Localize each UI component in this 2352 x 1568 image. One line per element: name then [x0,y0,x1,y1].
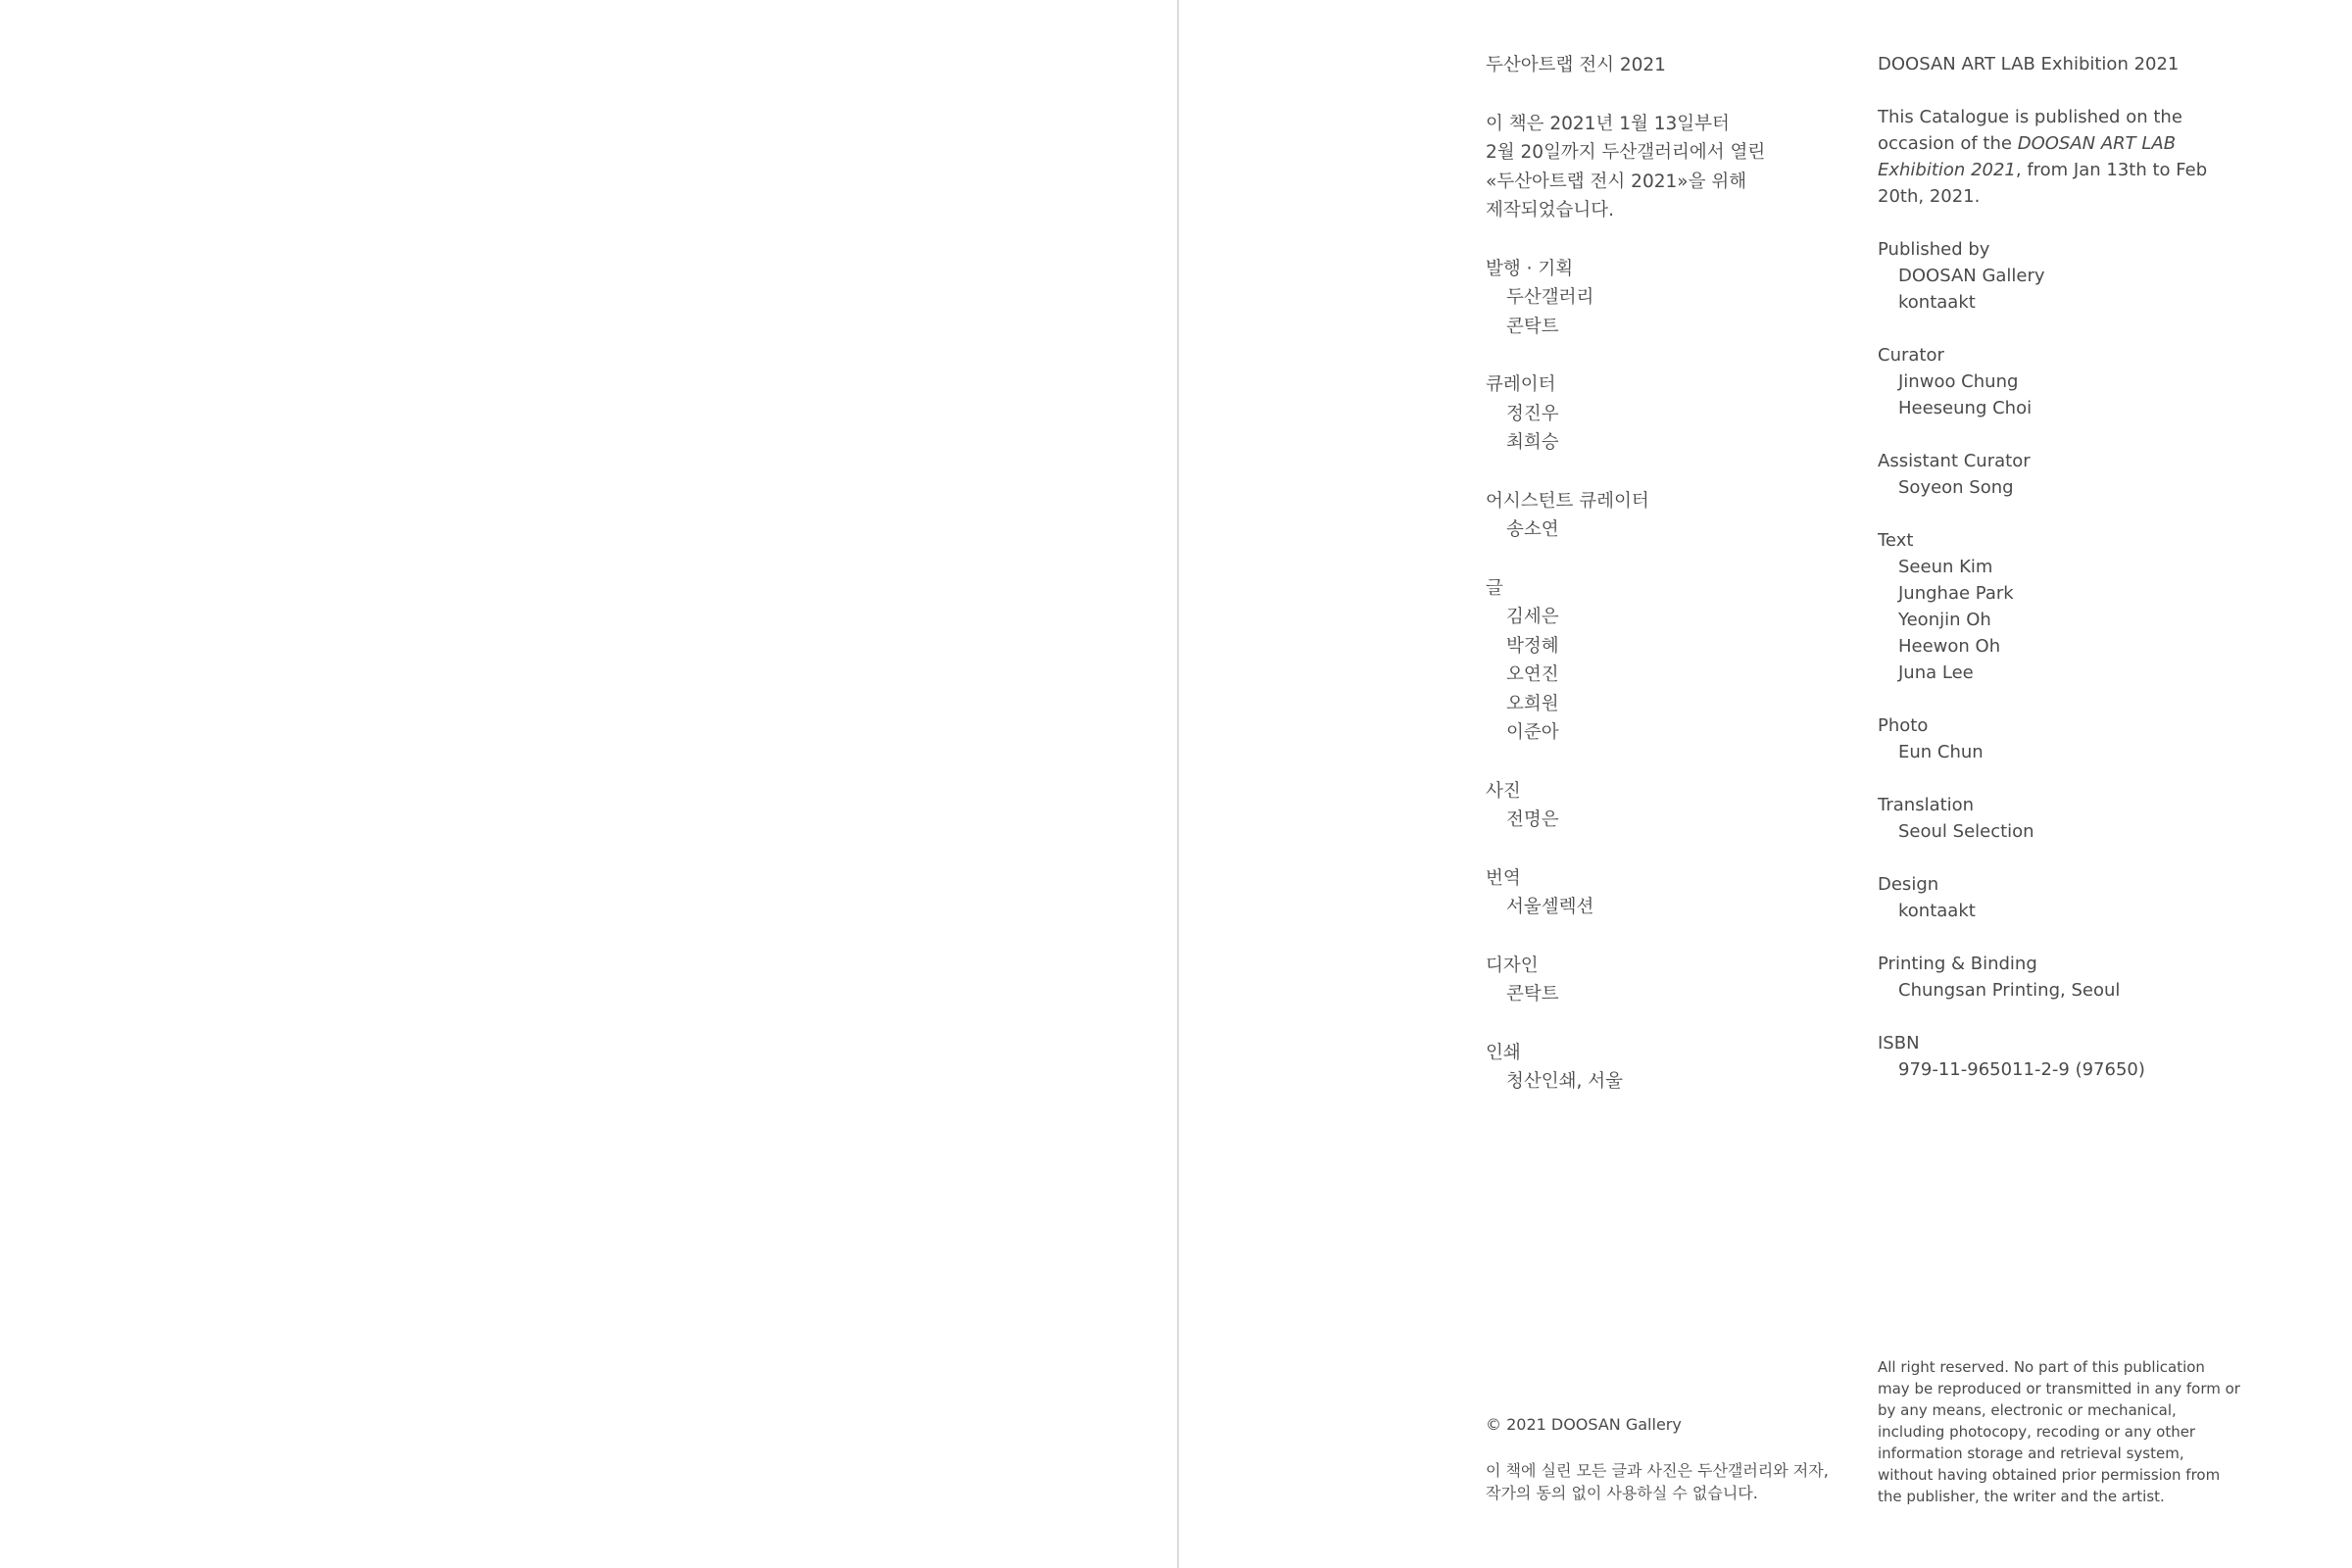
rights-note-line: 이 책에 실린 모든 글과 사진은 두산갤러리와 저자, [1486,1461,1829,1480]
korean-footer [1486,1413,1838,1504]
section-value: Heeseung Choi [1898,398,2033,418]
english-section-isbn [1878,1030,2230,1083]
section-value: 콘탁트 [1506,984,1559,1004]
rights-note-line: 작가의 동의 없이 사용하실 수 없습니다. [1486,1484,1758,1502]
section-label: Photo [1878,715,1929,736]
korean-section-photo [1486,777,1838,835]
section-value: kontaakt [1898,292,1976,313]
section-label: 어시스턴트 큐레이터 [1486,490,1649,512]
korean-title: 두산아트랩 전시 2021 [1486,55,1666,75]
english-rights-statement: All right reserved. No part of this publication may be reproduced or transmitted in any form or by any means, electronic or mechanical, including photocopy, recoding or any other information storage and retrieval system, without having obtained prior permission from the publisher, the writer and the artist. [1878,1358,2240,1505]
section-label: Published by [1878,239,1990,260]
intro-text-before: This Catalogue is published on the occasion of the [1878,107,2182,154]
section-value: 콘탁트 [1506,316,1559,337]
section-label: 발행 · 기획 [1486,258,1574,279]
section-value: 서울셀렉션 [1506,897,1594,917]
section-label: 번역 [1486,867,1521,889]
section-value: 979-11-965011-2-9 (97650) [1898,1059,2145,1080]
intro-exhibition-title: DOOSAN ART LAB Exhibition 2021 [1878,133,2177,180]
section-value: 오연진 [1506,664,1559,685]
section-label: 인쇄 [1486,1042,1521,1063]
korean-intro [1486,110,1838,225]
korean-section-printing [1486,1039,1838,1097]
colophon-page [1179,0,2352,1568]
section-value: 송소연 [1506,519,1559,540]
section-label: 사진 [1486,780,1521,802]
intro-text-after: , from Jan 13th to Feb 20th, 2021. [1878,160,2208,207]
english-section-translation [1878,792,2230,845]
section-label: Design [1878,874,1939,895]
section-value: Soyeon Song [1898,477,2014,498]
english-section-text [1878,527,2230,686]
korean-intro-line: 2월 20일까지 두산갤러리에서 열린 [1486,142,1766,163]
section-label: 큐레이터 [1486,374,1556,395]
korean-section-translation [1486,864,1838,922]
english-intro [1878,104,2230,210]
english-section-design [1878,871,2230,924]
section-value: 김세은 [1506,607,1559,627]
section-value: 정진우 [1506,403,1559,424]
section-label: Text [1878,530,1914,551]
section-label: 글 [1486,577,1503,599]
section-value: 이준아 [1506,722,1559,743]
section-value: 두산갤러리 [1506,287,1594,308]
korean-section-assistant-curator [1486,487,1838,545]
section-value: Yeonjin Oh [1898,610,1991,630]
section-value: Heewon Oh [1898,636,2001,657]
korean-intro-line: «두산아트랩 전시 2021»을 위해 [1486,171,1747,192]
section-value: Juna Lee [1898,662,1974,683]
section-value: Eun Chun [1898,742,1984,762]
section-value: 청산인쇄, 서울 [1506,1071,1623,1092]
korean-section-publisher [1486,255,1838,342]
english-section-curator [1878,342,2230,421]
section-value: Chungsan Printing, Seoul [1898,980,2121,1001]
korean-intro-line: 제작되었습니다. [1486,200,1614,220]
korean-section-text [1486,574,1838,748]
copyright-notice: © 2021 DOOSAN Gallery [1486,1415,1682,1434]
english-section-photo [1878,712,2230,765]
section-value: 전명은 [1506,809,1559,830]
section-value: 박정혜 [1506,635,1559,657]
english-colophon-column [1878,51,2230,1083]
korean-section-curator [1486,370,1838,458]
english-section-published-by [1878,236,2230,316]
section-value: Junghae Park [1898,583,2014,604]
korean-intro-line: 이 책은 2021년 1월 13일부터 [1486,113,1730,134]
section-value: 최희승 [1506,432,1559,453]
korean-rights-note [1486,1459,1838,1504]
section-label: ISBN [1878,1033,1920,1054]
korean-section-design [1486,952,1838,1009]
english-title: DOOSAN ART LAB Exhibition 2021 [1878,54,2180,74]
section-value: DOOSAN Gallery [1898,266,2045,286]
section-value: kontaakt [1898,901,1976,921]
korean-colophon-column [1486,51,1838,1097]
english-section-printing [1878,951,2230,1004]
section-value: Jinwoo Chung [1898,371,2019,392]
section-value: Seeun Kim [1898,557,1993,577]
section-label: Assistant Curator [1878,451,2031,471]
section-value: 오희원 [1506,693,1559,714]
section-label: Curator [1878,345,1944,366]
section-label: 디자인 [1486,955,1539,976]
section-value: Seoul Selection [1898,821,2034,842]
section-label: Printing & Binding [1878,954,2037,974]
section-label: Translation [1878,795,1975,815]
english-section-assistant-curator [1878,448,2230,501]
